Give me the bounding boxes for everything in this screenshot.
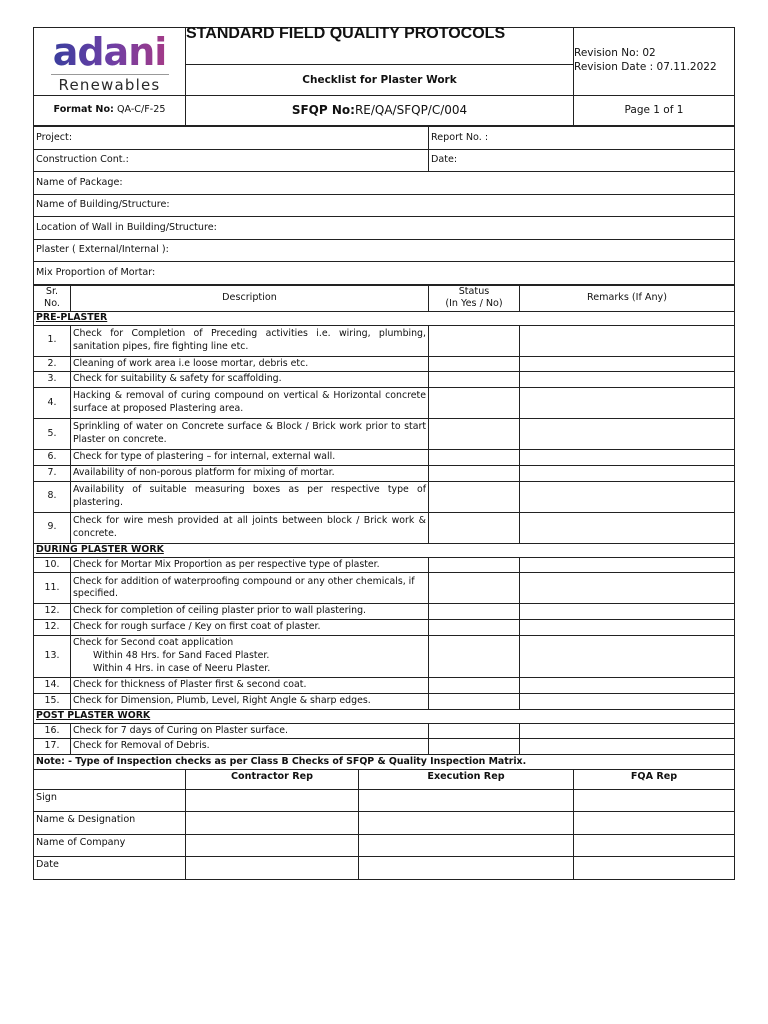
status-cell[interactable]: [429, 450, 520, 466]
remarks-cell[interactable]: [520, 388, 735, 419]
remarks-header: Remarks (If Any): [520, 285, 735, 311]
item-number: 12.: [34, 604, 71, 620]
item-description: Hacking & removal of curing compound on vertical & Horizontal concrete surface at proposed Plastering area.: [71, 388, 429, 419]
item-description: Check for rough surface / Key on first coat of plaster.: [71, 620, 429, 636]
building-field[interactable]: Name of Building/Structure:: [34, 194, 735, 217]
item-number: 10.: [34, 557, 71, 573]
checklist-row: [34, 557, 735, 573]
status-cell[interactable]: [429, 678, 520, 694]
item-description: Availability of non-porous platform for mixing of mortar.: [71, 465, 429, 481]
item-number: 2.: [34, 356, 71, 372]
checklist-row: [34, 678, 735, 694]
item-number: 4.: [34, 388, 71, 419]
execution-date-cell[interactable]: [359, 857, 574, 880]
remarks-cell[interactable]: [520, 573, 735, 604]
project-field[interactable]: Project:: [34, 127, 429, 150]
remarks-cell[interactable]: [520, 356, 735, 372]
checklist-row: [34, 620, 735, 636]
execution-sign-cell[interactable]: [359, 789, 574, 812]
sfqp-number: [186, 96, 574, 126]
date-field[interactable]: Date:: [429, 149, 735, 172]
format-label: Format No:: [53, 104, 114, 116]
signoff-row-label: Date: [34, 857, 186, 880]
remarks-cell[interactable]: [520, 450, 735, 466]
item-description: Check for type of plastering – for internal, external wall.: [71, 450, 429, 466]
remarks-cell[interactable]: [520, 636, 735, 678]
status-cell[interactable]: [429, 636, 520, 678]
sfqp-label: SFQP No:: [291, 103, 355, 118]
checklist-header-row: [34, 285, 735, 311]
description-header: Description: [71, 285, 429, 311]
item-description: Check for 7 days of Curing on Plaster surface.: [71, 723, 429, 739]
status-cell[interactable]: [429, 620, 520, 636]
fqa-date-cell[interactable]: [574, 857, 735, 880]
status-cell[interactable]: [429, 356, 520, 372]
checklist-row: [34, 356, 735, 372]
checklist-row: [34, 512, 735, 543]
status-cell[interactable]: [429, 557, 520, 573]
inspection-note: Note: - Type of Inspection checks as per Class B Checks of SFQP & Quality Inspection Matrix.: [34, 755, 735, 769]
item-sub-text: Within 48 Hrs. for Sand Faced Plaster.: [93, 650, 270, 662]
item-number: 1.: [34, 325, 71, 356]
checklist-row: [34, 693, 735, 709]
item-number: 3.: [34, 372, 71, 388]
checklist-table: [33, 285, 735, 769]
item-number: 5.: [34, 419, 71, 450]
item-description: [71, 636, 429, 678]
item-number: 6.: [34, 450, 71, 466]
execution-company-cell[interactable]: [359, 834, 574, 857]
item-description: Availability of suitable measuring boxes as per respective type of plastering.: [71, 481, 429, 512]
checklist-row: [34, 419, 735, 450]
protocol-sheet: [33, 27, 734, 880]
checklist-row: [34, 465, 735, 481]
status-cell[interactable]: [429, 739, 520, 755]
report-number-field[interactable]: Report No. :: [429, 127, 735, 150]
item-main-text: Check for Second coat application: [73, 637, 234, 649]
status-header: [429, 285, 520, 311]
fqa-rep-header: FQA Rep: [574, 769, 735, 789]
document-subtitle: Checklist for Plaster Work: [186, 65, 574, 96]
item-description: Check for wire mesh provided at all joints between block / Brick work & concrete.: [71, 512, 429, 543]
item-number: 12.: [34, 620, 71, 636]
checklist-row: [34, 636, 735, 678]
checklist-row: [34, 450, 735, 466]
remarks-cell[interactable]: [520, 465, 735, 481]
checklist-row: [34, 604, 735, 620]
checklist-row: [34, 325, 735, 356]
sr-header-line1: Sr.: [45, 286, 59, 297]
remarks-cell[interactable]: [520, 512, 735, 543]
signoff-table: [33, 769, 735, 880]
contractor-designation-cell[interactable]: [186, 812, 359, 835]
wall-location-field[interactable]: Location of Wall in Building/Structure:: [34, 217, 735, 240]
status-cell[interactable]: [429, 419, 520, 450]
item-description: Check for Dimension, Plumb, Level, Right Angle & sharp edges.: [71, 693, 429, 709]
page-indicator: Page 1 of 1: [574, 96, 735, 126]
revision-info: [574, 28, 735, 96]
logo-subtitle: Renewables: [58, 75, 161, 94]
item-number: 17.: [34, 739, 71, 755]
status-cell[interactable]: [429, 465, 520, 481]
status-cell[interactable]: [429, 723, 520, 739]
item-description: Check for thickness of Plaster first & second coat.: [71, 678, 429, 694]
document-title: STANDARD FIELD QUALITY PROTOCOLS: [186, 28, 574, 65]
status-cell[interactable]: [429, 481, 520, 512]
signoff-row-label: Name of Company: [34, 834, 186, 857]
remarks-cell[interactable]: [520, 481, 735, 512]
item-number: 8.: [34, 481, 71, 512]
fqa-company-cell[interactable]: [574, 834, 735, 857]
fqa-sign-cell[interactable]: [574, 789, 735, 812]
remarks-cell[interactable]: [520, 325, 735, 356]
execution-designation-cell[interactable]: [359, 812, 574, 835]
construction-contractor-field[interactable]: Construction Cont.:: [34, 149, 429, 172]
contractor-date-cell[interactable]: [186, 857, 359, 880]
item-number: 9.: [34, 512, 71, 543]
checklist-row: [34, 388, 735, 419]
fqa-designation-cell[interactable]: [574, 812, 735, 835]
signoff-corner: [34, 769, 186, 789]
status-cell[interactable]: [429, 388, 520, 419]
item-description: Check for addition of waterproofing compound or any other chemicals, if specified.: [71, 573, 429, 604]
status-cell[interactable]: [429, 512, 520, 543]
remarks-cell[interactable]: [520, 372, 735, 388]
item-number: 11.: [34, 573, 71, 604]
item-number: 7.: [34, 465, 71, 481]
remarks-cell[interactable]: [520, 604, 735, 620]
checklist-row: [34, 573, 735, 604]
format-value: QA-C/F-25: [113, 104, 166, 116]
item-number: 13.: [34, 636, 71, 678]
remarks-cell[interactable]: [520, 419, 735, 450]
sfqp-value: RE/QA/SFQP/C/004: [354, 103, 468, 118]
status-cell[interactable]: [429, 604, 520, 620]
logo-divider: [51, 74, 169, 75]
plaster-type-field[interactable]: Plaster ( External/Internal ):: [34, 239, 735, 262]
item-description: Check for Completion of Preceding activities i.e. wiring, plumbing, sanitation pipes, fire fighting line etc.: [71, 325, 429, 356]
status-cell[interactable]: [429, 372, 520, 388]
item-description: Check for Mortar Mix Proportion as per respective type of plaster.: [71, 557, 429, 573]
header-table: [33, 27, 735, 126]
package-field[interactable]: Name of Package:: [34, 172, 735, 195]
remarks-cell[interactable]: [520, 678, 735, 694]
status-header-line2: (In Yes / No): [445, 298, 503, 309]
project-info-table: [33, 126, 735, 285]
signoff-row-label: Sign: [34, 789, 186, 812]
status-cell[interactable]: [429, 693, 520, 709]
item-description: Check for Removal of Debris.: [71, 739, 429, 755]
item-number: 15.: [34, 693, 71, 709]
status-cell[interactable]: [429, 573, 520, 604]
item-sub-text: Within 4 Hrs. in case of Neeru Plaster.: [93, 662, 271, 674]
company-logo: [34, 28, 186, 96]
mortar-mix-field[interactable]: Mix Proportion of Mortar:: [34, 262, 735, 285]
checklist-row: [34, 481, 735, 512]
item-description: Cleaning of work area i.e loose mortar, debris etc.: [71, 356, 429, 372]
item-number: 14.: [34, 678, 71, 694]
section-heading-post-plaster: POST PLASTER WORK: [34, 709, 735, 723]
sr-no-header: [34, 285, 71, 311]
logo-wordmark: adani: [34, 33, 185, 71]
remarks-cell[interactable]: [520, 620, 735, 636]
contractor-company-cell[interactable]: [186, 834, 359, 857]
remarks-cell[interactable]: [520, 557, 735, 573]
item-description: Check for suitability & safety for scaffolding.: [71, 372, 429, 388]
revision-date: Revision Date : 07.11.2022: [574, 61, 717, 73]
status-header-line1: Status: [458, 286, 490, 297]
checklist-row: [34, 372, 735, 388]
execution-rep-header: Execution Rep: [359, 769, 574, 789]
status-cell[interactable]: [429, 325, 520, 356]
contractor-sign-cell[interactable]: [186, 789, 359, 812]
revision-number: Revision No: 02: [574, 47, 656, 59]
remarks-cell[interactable]: [520, 739, 735, 755]
item-description: Check for completion of ceiling plaster prior to wall plastering.: [71, 604, 429, 620]
sr-header-line2: No.: [44, 298, 60, 309]
checklist-row: [34, 723, 735, 739]
item-number: 16.: [34, 723, 71, 739]
format-number: [34, 96, 186, 126]
signoff-row-label: Name & Designation: [34, 812, 186, 835]
checklist-row: [34, 739, 735, 755]
remarks-cell[interactable]: [520, 693, 735, 709]
contractor-rep-header: Contractor Rep: [186, 769, 359, 789]
remarks-cell[interactable]: [520, 723, 735, 739]
item-description: Sprinkling of water on Concrete surface & Block / Brick work prior to start Plaster on concrete.: [71, 419, 429, 450]
section-heading-during-plaster: DURING PLASTER WORK: [34, 543, 735, 557]
section-heading-pre-plaster: PRE-PLASTER: [34, 311, 735, 325]
